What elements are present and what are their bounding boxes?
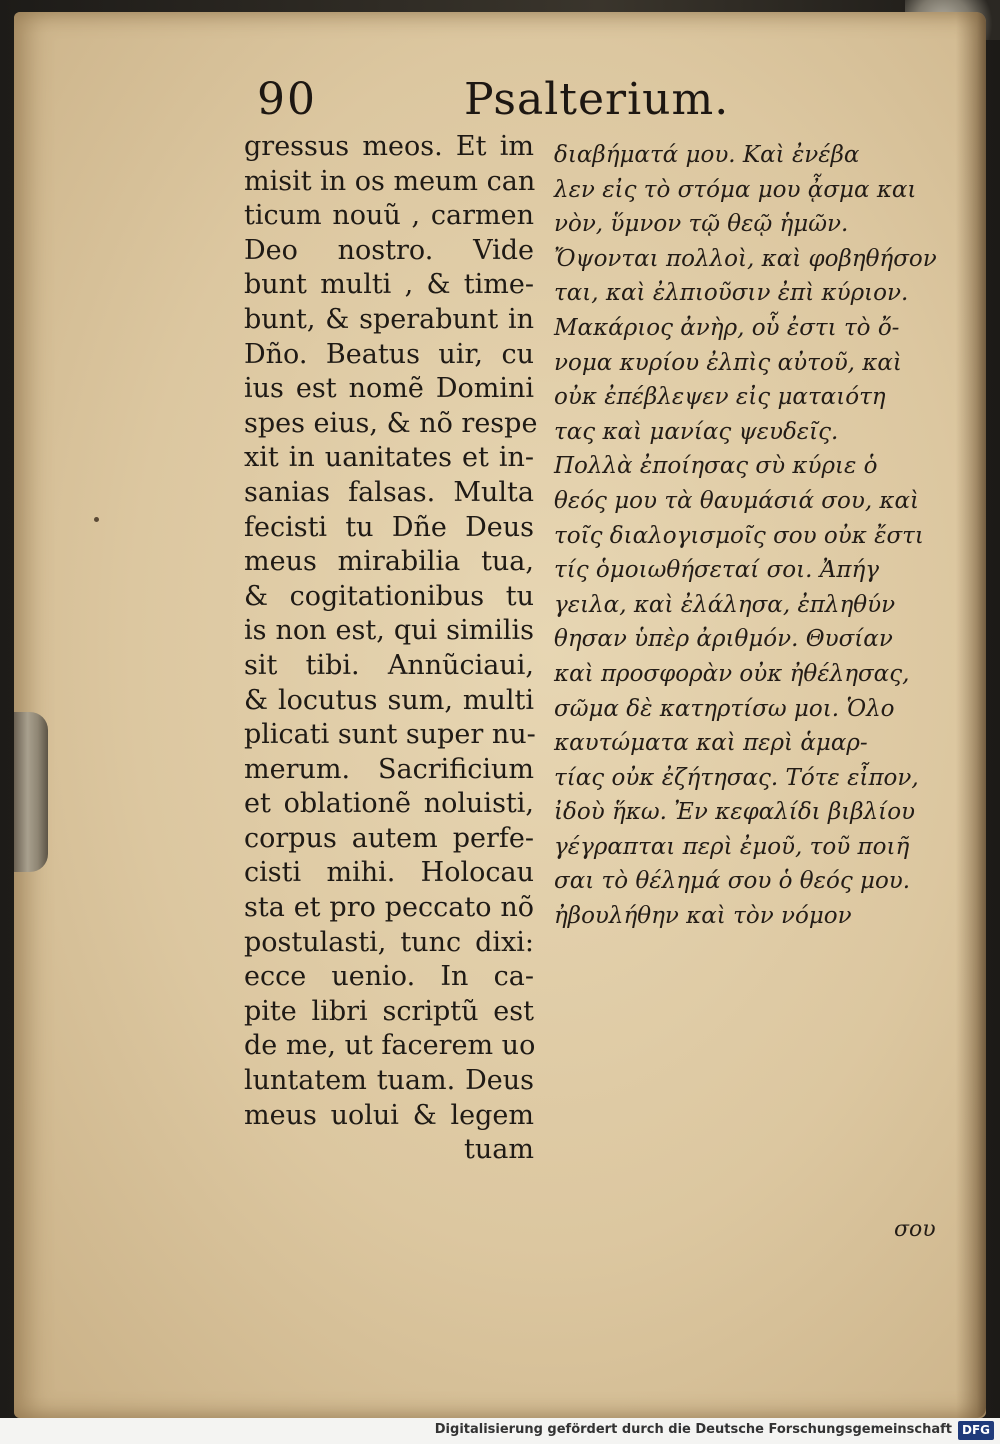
latin-text-line: et oblationẽ noluisti, xyxy=(244,788,534,820)
page-number: 90 xyxy=(257,74,317,125)
catchword: σου xyxy=(894,1217,936,1242)
latin-text-line: xit in uanitates et in- xyxy=(244,442,534,474)
greek-text-line: σαι τὸ θέλημά σου ὁ θεός μου. xyxy=(554,868,911,895)
greek-text-line: Ὄψονται πολλοὶ, καὶ φοβηθήσον xyxy=(554,245,937,272)
greek-text-line: ἰδοὺ ἥκω. Ἐν κεφαλίδι βιβλίου xyxy=(554,799,916,826)
latin-text-line: ticum nouũ , carmen xyxy=(244,200,534,232)
latin-text-line: sanias falsas. Multa xyxy=(244,476,534,508)
greek-text-line: σῶμα δὲ κατηρτίσω μοι. Ὁλο xyxy=(554,695,895,722)
latin-text-line: bunt, & sperabunt in xyxy=(244,303,534,335)
latin-text-line: & locutus sum, multi xyxy=(244,684,534,716)
latin-text-line: cisti mihi. Holocau xyxy=(244,857,534,889)
latin-text-line: plicati sunt super nu- xyxy=(244,719,536,751)
latin-text-line: bunt multi , & time- xyxy=(244,269,534,301)
latin-text-line: misit in os meum can xyxy=(244,165,536,197)
greek-text-line: θεός μου τὰ θαυμάσιά σου, καὶ xyxy=(554,487,920,514)
latin-text-line: meus uolui & legem xyxy=(244,1099,534,1131)
funding-credit: Digitalisierung gefördert durch die Deutsche Forschungsgemeinschaft xyxy=(434,1422,952,1437)
greek-text-line: οὐκ ἐπέβλεψεν εἰς ματαιότη xyxy=(554,384,886,411)
latin-text-line: spes eius, & nõ respe xyxy=(244,407,538,439)
footer-bar xyxy=(0,1418,1000,1444)
ink-speck xyxy=(94,517,99,522)
greek-text-line: Μακάριος ἀνὴρ, οὗ ἐστι τὸ ὄ- xyxy=(554,314,900,341)
greek-text-line: θησαν ὑπὲρ ἀριθμόν. Θυσίαν xyxy=(554,626,893,653)
latin-text-line: is non est, qui similis xyxy=(244,615,534,647)
greek-text-line: τοῖς διαλογισμοῖς σου οὐκ ἔστι xyxy=(554,522,924,549)
latin-text-line: corpus autem perfe- xyxy=(244,822,534,854)
latin-text-line: ecce uenio. In ca- xyxy=(244,961,534,993)
greek-text-line: ται, καὶ ἐλπιοῦσιν ἐπὶ κύριον. xyxy=(554,280,909,307)
latin-text-line: luntatem tuam. Deus xyxy=(244,1065,534,1097)
latin-text-line: gressus meos. Et im xyxy=(244,131,534,162)
latin-column xyxy=(244,130,538,1168)
latin-text-line: postulasti, tunc dixi: xyxy=(244,926,534,958)
latin-text-line: fecisti tu Dñe Deus xyxy=(244,511,534,543)
latin-text-line: sta et pro peccato nõ xyxy=(244,892,534,924)
greek-text-line: καυτώματα καὶ περὶ ἁμαρ- xyxy=(554,730,868,757)
latin-text-line: tuam xyxy=(464,1134,534,1166)
latin-text-line: Deo nostro. Vide xyxy=(244,234,534,266)
latin-text-line: & cogitationibus tu xyxy=(244,580,534,612)
greek-text-line: διαβήματά μου. Καὶ ἐνέβα xyxy=(554,142,860,168)
greek-text-line: νὸν, ὕμνον τῷ θεῷ ἡμῶν. xyxy=(554,211,849,238)
greek-text-line: νομα κυρίου ἐλπὶς αὐτοῦ, καὶ xyxy=(554,349,902,376)
greek-column xyxy=(554,138,974,934)
greek-text-line: τίας οὐκ ἐζήτησας. Τότε εἶπον, xyxy=(554,764,919,791)
greek-text-line: τας καὶ μανίας ψευδεῖς. xyxy=(554,418,839,445)
greek-text-line: γέγραπται περὶ ἐμοῦ, τοῦ ποιῆ xyxy=(554,833,910,860)
greek-text-line: τίς ὁμοιωθήσεταί σοι. Ἀπήγ xyxy=(554,557,880,584)
greek-text-line: καὶ προσφορὰν οὐκ ἠθέλησας, xyxy=(554,660,910,687)
running-title: Psalterium. xyxy=(464,74,730,125)
greek-text-line: Πολλὰ ἐποίησας σὺ κύριε ὁ xyxy=(554,453,878,480)
latin-text-line: sit tibi. Annũciaui, xyxy=(244,649,534,681)
greek-text-line: γειλα, καὶ ἐλάλησα, ἐπληθύν xyxy=(554,591,896,618)
latin-text-line: meus mirabilia tua, xyxy=(244,546,534,578)
latin-text-line: Dño. Beatus uir, cu xyxy=(244,338,534,370)
latin-text-line: merum. Sacrificium xyxy=(244,753,534,785)
latin-text-line: ius est nomẽ Domini xyxy=(244,373,534,405)
book-page xyxy=(14,12,986,1418)
latin-text-line: de me, ut facerem uo xyxy=(244,1030,536,1062)
page-clip xyxy=(14,712,48,872)
dfg-logo: DFG xyxy=(958,1421,994,1440)
latin-text-line: pite libri scriptũ est xyxy=(244,995,534,1027)
greek-text-line: λεν εἰς τὸ στόμα μου ᾆσμα και xyxy=(554,176,917,203)
greek-text-line: ἠβουλήθην καὶ τὸν νόμον xyxy=(554,903,852,930)
